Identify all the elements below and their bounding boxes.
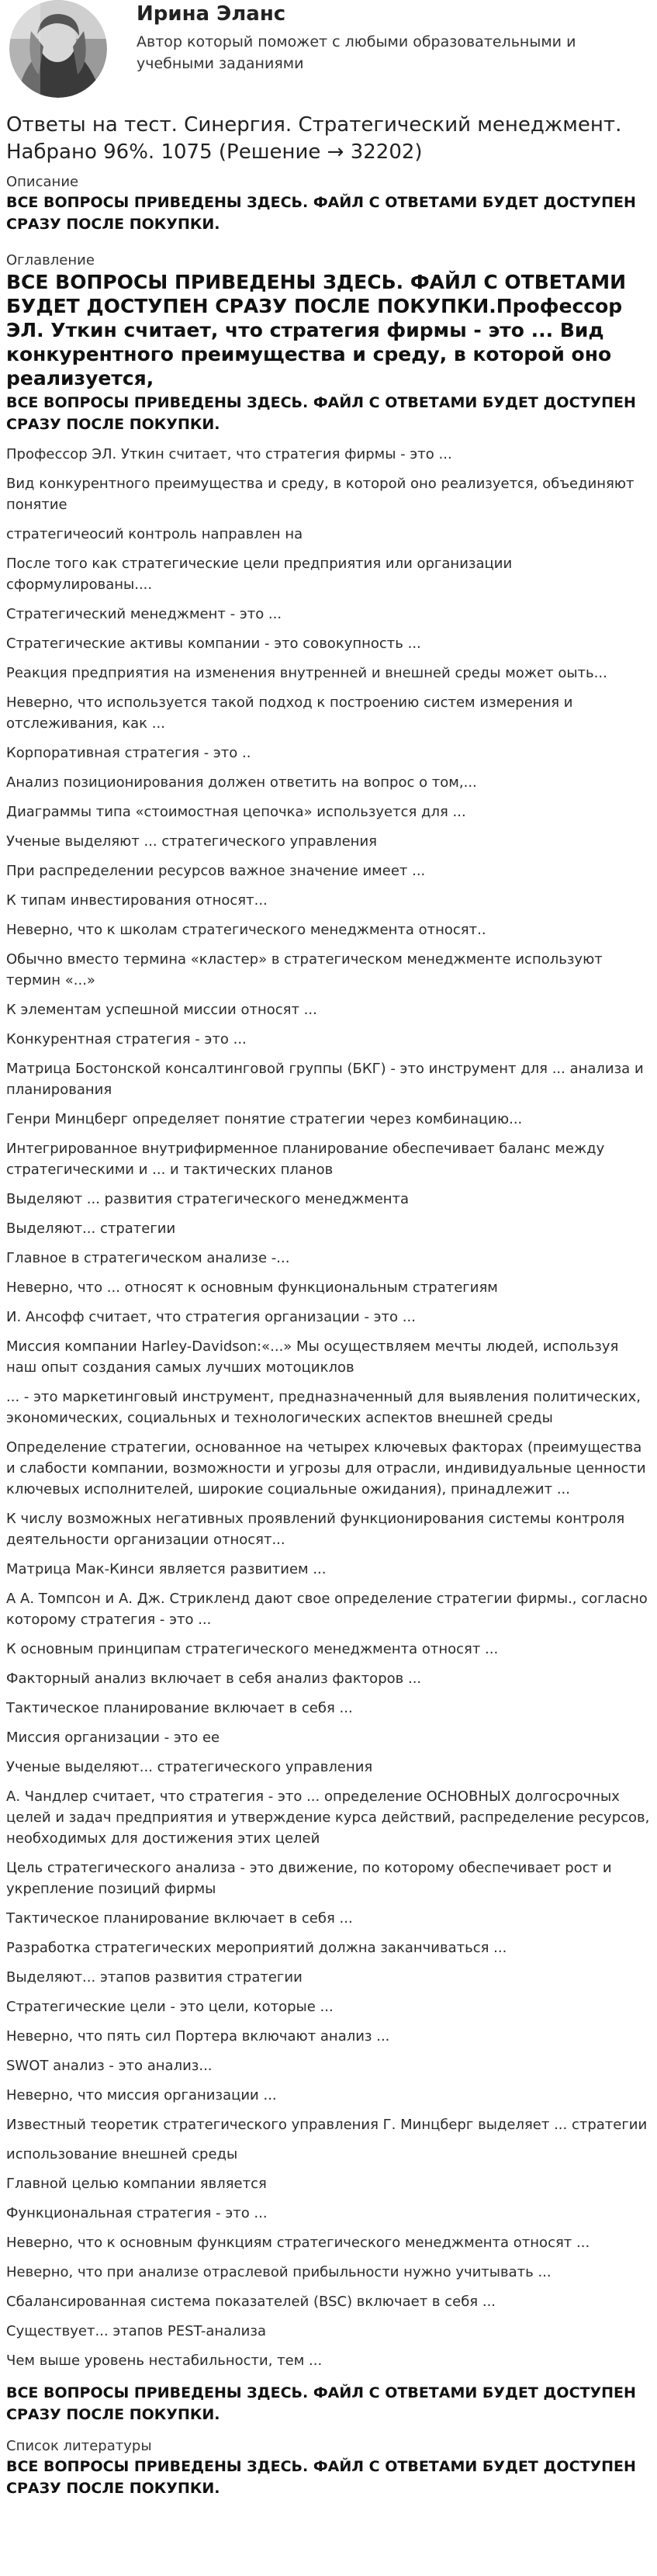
end-notice: ВСЕ ВОПРОСЫ ПРИВЕДЕНЫ ЗДЕСЬ. ФАЙЛ С ОТВЕТАМИ БУДЕТ ДОСТУПЕН СРАЗУ ПОСЛЕ ПОКУПКИ. [6,2384,636,2423]
question-item: Анализ позиционирования должен ответить на вопрос о том,... [6,774,477,791]
question-item: Конкурентная стратегия - это ... [6,1031,247,1047]
question-item: стратегичеосий контроль направлен на [6,526,303,542]
question-item: А. Чандлер считает, что стратегия - это ... определение ОСНОВНЫХ долгосрочных целей и задач предприятия и утверждение курса действий, распределение ресурсов, необходимых для достижения этих целей [6,1788,650,1847]
description-label: Описание [6,174,79,190]
avatar[interactable] [9,0,107,98]
question-item: К основным принципам стратегического менеджмента относят ... [6,1641,499,1657]
question-item: Профессор ЭЛ. Уткин считает, что стратегия фирмы - это ... [6,446,452,462]
question-item: К типам инвестирования относят... [6,892,268,909]
question-item: Тактическое планирование включает в себя ... [6,1910,353,1927]
question-item: Главное в стратегическом анализе -... [6,1250,290,1266]
question-item: Тактическое планирование включает в себя ... [6,1700,353,1716]
question-item: Функциональная стратегия - это ... [6,2205,268,2221]
question-item: Существует... этапов PEST-анализа [6,2323,266,2339]
question-item: Разработка стратегических мероприятий должна заканчиваться ... [6,1940,507,1956]
question-item: Ученые выделяют... стратегического управления [6,1759,373,1775]
toc-heading: ВСЕ ВОПРОСЫ ПРИВЕДЕНЫ ЗДЕСЬ. ФАЙЛ С ОТВЕТАМИ БУДЕТ ДОСТУПЕН СРАЗУ ПОСЛЕ ПОКУПКИ.Профессор ЭЛ. Уткин считает, что стратегия фирмы - это ... Вид конкурентного преимущества и среду, в которой оно реализуется, [6,271,627,390]
question-item: Чем выше уровень нестабильности, тем ... [6,2353,323,2369]
author-description: Автор который поможет с любыми образовательными и учебными заданиями [137,33,576,72]
question-item: После того как стратегические цели предприятия или организации сформулированы.... [6,556,513,593]
question-item: Неверно, что к основным функциям стратегического менеджмента относят ... [6,2235,590,2251]
question-item: Факторный анализ включает в себя анализ факторов ... [6,1671,422,1687]
bibliography-text: ВСЕ ВОПРОСЫ ПРИВЕДЕНЫ ЗДЕСЬ. ФАЙЛ С ОТВЕТАМИ БУДЕТ ДОСТУПЕН СРАЗУ ПОСЛЕ ПОКУПКИ. [6,2458,636,2497]
description-text: ВСЕ ВОПРОСЫ ПРИВЕДЕНЫ ЗДЕСЬ. ФАЙЛ С ОТВЕТАМИ БУДЕТ ДОСТУПЕН СРАЗУ ПОСЛЕ ПОКУПКИ. [6,194,636,233]
question-item: Неверно, что при анализе отраслевой прибыльности нужно учитывать ... [6,2264,552,2280]
question-item: Главной целью компании является [6,2176,267,2192]
question-item: Неверно, что пять сил Портера включают анализ ... [6,2028,390,2045]
question-item: Выделяют ... развития стратегического менеджмента [6,1191,410,1207]
question-item: Стратегический менеджмент - это ... [6,606,282,622]
question-item: Сбалансированная система показателей (BSC) включает в себя ... [6,2294,496,2310]
question-item: Диаграммы типа «стоимостная цепочка» используется для ... [6,804,466,820]
question-item: Обычно вместо термина «кластер» в стратегическом менеджменте используют термин «...» [6,951,603,989]
question-item: Стратегические активы компании - это совокупность ... [6,635,421,652]
author-name[interactable]: Ирина Эланс [137,2,286,26]
author-header [6,0,651,102]
question-item: использование внешней среды [6,2146,238,2162]
question-item: Неверно, что ... относят к основным функциональным стратегиям [6,1279,498,1296]
question-item: Миссия организации - это ее [6,1729,220,1746]
question-item: К элементам успешной миссии относят ... [6,1002,317,1018]
question-item: SWOT анализ - это анализ... [6,2058,213,2074]
question-item: Генри Минцберг определяет понятие стратегии через комбинацию... [6,1111,523,1127]
question-item: Стратегические цели - это цели, которые ... [6,1999,334,2015]
avatar-photo-icon [9,0,107,98]
question-item: Корпоративная стратегия - это .. [6,745,251,761]
question-item: Выделяют... этапов развития стратегии [6,1969,303,1986]
question-item: И. Ансофф считает, что стратегия организации - это ... [6,1309,416,1325]
question-item: При распределении ресурсов важное значение имеет ... [6,863,426,879]
author-info [137,0,651,74]
question-item: Матрица Бостонской консалтинговой группы (БКГ) - это инструмент для ... анализа и планирования [6,1061,644,1098]
question-item: Цель стратегического анализа - это движение, по которому обеспечивает рост и укрепление позиций фирмы [6,1860,612,1897]
question-item: Миссия компании Harley-Davidson:«...» Мы осуществляем мечты людей, используя наш опыт создания самых лучших мотоциклов [6,1338,619,1376]
question-item: Интегрированное внутрифирменное планирование обеспечивает баланс между стратегическими и ... и тактических планов [6,1141,605,1178]
question-item: Реакция предприятия на изменения внутренней и внешней среды может оыть... [6,665,607,681]
question-item: Матрица Мак-Кинси является развитием ... [6,1561,327,1577]
question-item: Выделяют... стратегии [6,1220,176,1237]
question-list [6,444,651,2371]
question-item: Ученые выделяют ... стратегического управления [6,833,377,850]
question-item: Вид конкурентного преимущества и среду, в которой оно реализуется, объединяют понятие [6,476,635,513]
question-item: Известный теоретик стратегического управления Г. Минцберг выделяет ... стратегии [6,2117,648,2133]
question-item: К числу возможных негативных проявлений функционирования системы контроля деятельности организации относят... [6,1511,625,1548]
bibliography-label: Список литературы [6,2438,152,2454]
question-item: ... - это маркетинговый инструмент, предназначенный для выявления политических, экономических, социальных и технологических аспектов внешней среды [6,1389,641,1426]
question-item: А А. Томпсон и А. Дж. Стрикленд дают свое определение стратегии фирмы., согласно которому стратегия - это ... [6,1591,648,1628]
question-item: Неверно, что к школам стратегического менеджмента относят.. [6,922,486,938]
toc-label: Оглавление [6,252,95,268]
question-item: Неверно, что миссия организации ... [6,2087,277,2103]
toc-notice: ВСЕ ВОПРОСЫ ПРИВЕДЕНЫ ЗДЕСЬ. ФАЙЛ С ОТВЕТАМИ БУДЕТ ДОСТУПЕН СРАЗУ ПОСЛЕ ПОКУПКИ. [6,394,636,433]
question-item: Неверно, что используется такой подход к построению систем измерения и отслеживания, как ... [6,694,573,732]
question-item: Определение стратегии, основанное на четырех ключевых факторах (преимущества и слабости компании, возможности и угрозы для отрасли, индивидуальные ценности ключевых исполнителей, широкие социальные ожидания), принадлежит ... [6,1439,646,1497]
page-title: Ответы на тест. Синергия. Стратегический менеджмент. Набрано 96%. 1075 (Решение → 32202) [6,113,622,164]
